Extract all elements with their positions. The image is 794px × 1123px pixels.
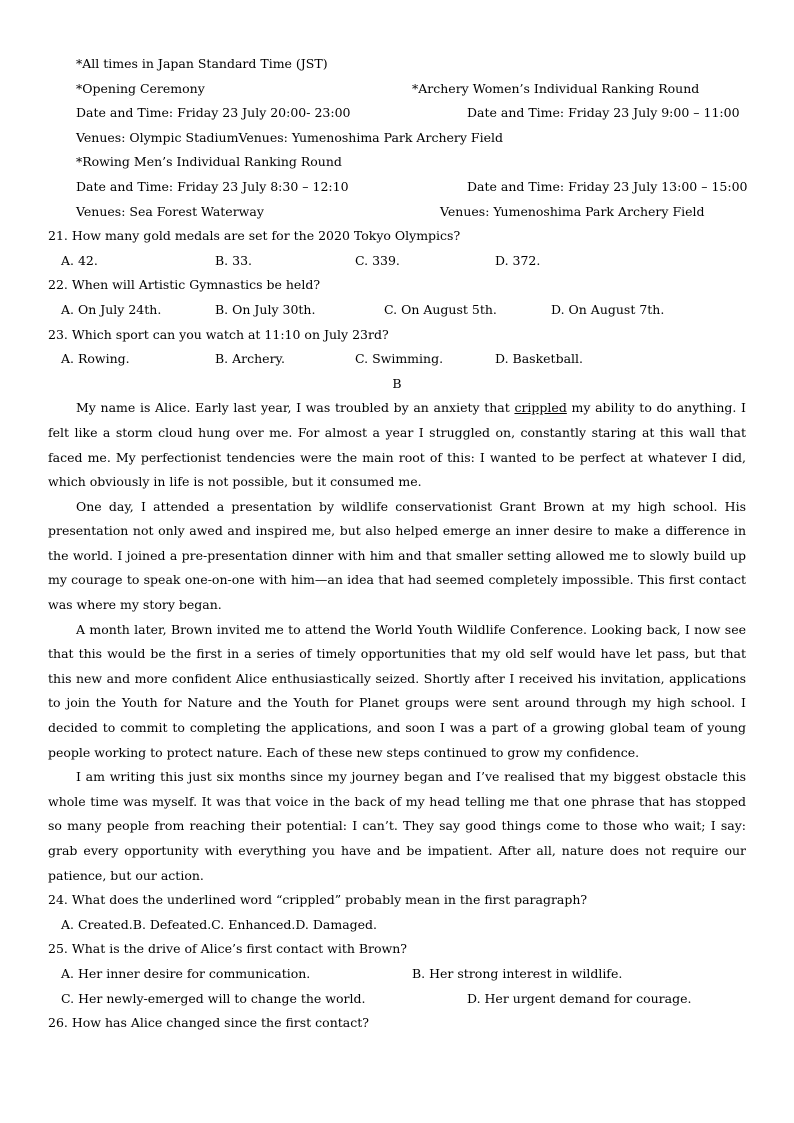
opening-datetime: Date and Time: Friday 23 July 20:00- 23:00	[76, 105, 351, 121]
option: C. Swimming.	[355, 351, 444, 367]
question-25: 25. What is the drive of Alice’s first contact with Brown?	[48, 941, 408, 957]
other-venue: Venues: Yumenoshima Park Archery Field	[440, 203, 705, 219]
question-21-options	[0, 249, 794, 274]
option: D. On August 7th.	[551, 301, 665, 317]
opening-title: *Opening Ceremony	[76, 80, 205, 96]
option: A. On July 24th.	[61, 301, 162, 317]
question-25-options-row-1	[0, 962, 794, 987]
option: A. Rowing.	[61, 351, 130, 367]
paragraph-4: I am writing this just six months since my journey began and I’ve realised that my biggest obstacle this whole time was myself. It was that voice in the back of my head telling me that one phrase that has stopped so many people from reaching their potential: I can’t. They say good things come to those who wait; I say: grab every opportunity with everything you have and be impatient. After all, nature does not require our patience, but our action.	[48, 769, 746, 883]
question-26: 26. How has Alice changed since the first contact?	[48, 1015, 369, 1031]
paragraph-3: A month later, Brown invited me to attend the World Youth Wildlife Conference. Looking back, I now see that this would be the first in a series of timely opportunities that my old self would have let pass, but that this new and more confident Alice enthusiastically seized. Shortly after I received his invitation, applications to join the Youth for Nature and the Youth for Planet groups were sent around through my high school. I decided to commit to completing the applications, and soon I was a part of a growing global team of young people working to protect nature. Each of these new steps continued to grow my confidence.	[48, 621, 746, 760]
option: D. Her urgent demand for courage.	[467, 990, 692, 1006]
option: D. Basketball.	[495, 351, 583, 367]
rowing-venue: Venues: Sea Forest Waterway	[76, 203, 264, 219]
paragraph-1-text: My name is Alice. Early last year, I was troubled by an anxiety that	[76, 400, 515, 416]
option: B. On July 30th.	[215, 301, 316, 317]
opening-venue: Venues: Olympic StadiumVenues: Yumenoshima Park Archery Field	[76, 129, 503, 145]
question-23-options	[0, 347, 794, 372]
schedule-row-datetimes-2	[0, 175, 794, 200]
question-23: 23. Which sport can you watch at 11:10 on July 23rd?	[48, 326, 389, 342]
option: B. Her strong interest in wildlife.	[412, 965, 623, 981]
paragraph-2: One day, I attended a presentation by wildlife conservationist Grant Brown at my high school. His presentation not only awed and inspired me, but also helped emerge an inner desire to make a difference in the world. I joined a pre-presentation dinner with him and that smaller setting allowed me to slowly build up my courage to speak one-on-one with him—an idea that had seemed completely impossible. This first contact was where my story began.	[48, 498, 746, 613]
question-24-options: A. Created.B. Defeated.C. Enhanced.D. Damaged.	[61, 916, 378, 932]
paragraph-1-text-cont: my ability to do anything. I felt like a storm cloud hung over me. For almost a year I struggled on, constantly staring at this wall that faced me. My perfectionist tendencies were the main root of this: I wanted to be perfect at whatever I did, which obviously in life is not possible, but it consumed me.	[48, 400, 746, 490]
rowing-datetime: Date and Time: Friday 23 July 8:30 – 12:10	[76, 178, 349, 194]
option: D. 372.	[495, 252, 541, 268]
schedule-note: *All times in Japan Standard Time (JST)	[76, 56, 328, 71]
schedule-row-titles	[0, 77, 794, 102]
question-24: 24. What does the underlined word “crippled” probably mean in the first paragraph?	[48, 892, 588, 908]
question-25-options-row-2	[0, 987, 794, 1012]
passage-b	[48, 396, 746, 888]
question-22: 22. When will Artistic Gymnastics be held?	[48, 277, 321, 293]
archery-datetime: Date and Time: Friday 23 July 9:00 – 11:00	[467, 105, 740, 121]
option: B. 33.	[215, 252, 253, 268]
option: A. 42.	[61, 252, 98, 268]
underlined-word: crippled	[514, 400, 567, 416]
paragraph-1	[48, 396, 746, 494]
rowing-title: *Rowing Men’s Individual Ranking Round	[76, 154, 342, 170]
option: B. Archery.	[215, 351, 285, 367]
schedule-row-venues	[0, 200, 794, 225]
question-21: 21. How many gold medals are set for the 2020 Tokyo Olympics?	[48, 228, 461, 244]
archery-title: *Archery Women’s Individual Ranking Round	[412, 80, 700, 96]
option: C. Her newly-emerged will to change the world.	[61, 990, 366, 1006]
question-22-options	[0, 298, 794, 323]
option: C. 339.	[355, 252, 400, 268]
option: A. Her inner desire for communication.	[61, 965, 311, 981]
option: C. On August 5th.	[384, 301, 497, 317]
schedule-row-datetimes	[0, 101, 794, 126]
document-page	[0, 52, 794, 1036]
other-datetime: Date and Time: Friday 23 July 13:00 – 15:00	[467, 178, 748, 194]
section-b-label: B	[392, 375, 402, 391]
